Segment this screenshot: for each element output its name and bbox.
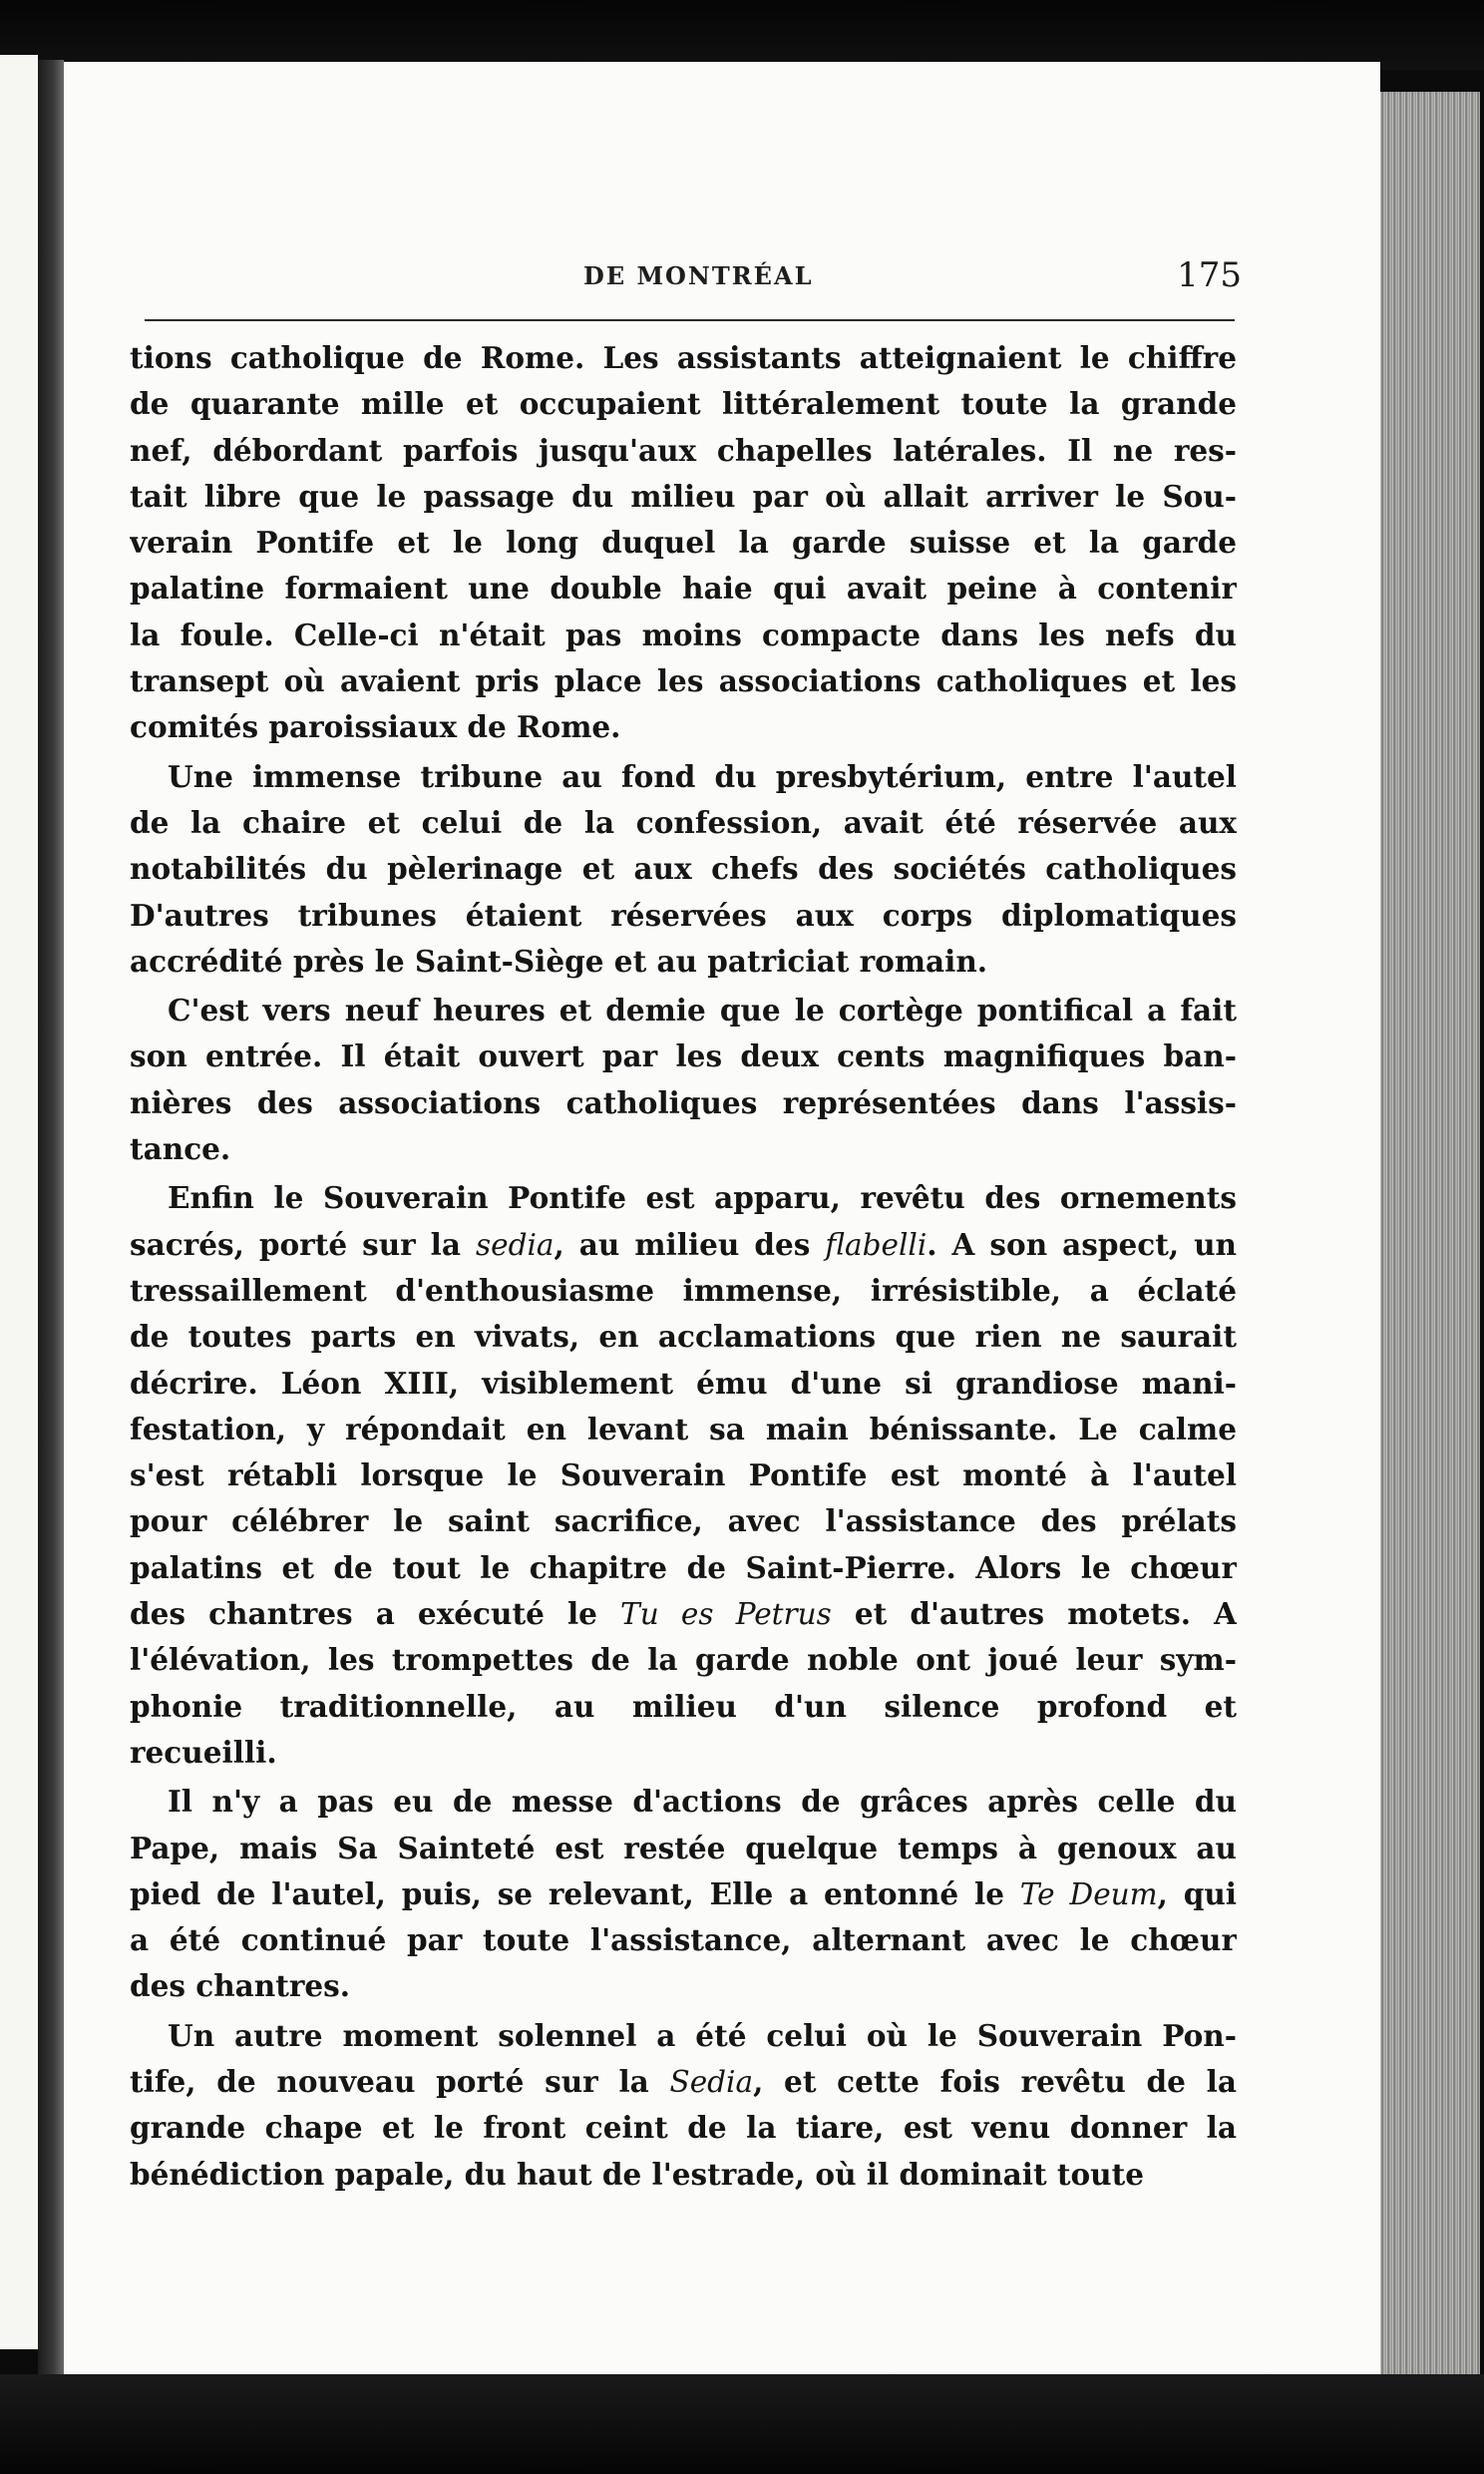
text-line: Enfin le Souverain Pontife est apparu, revêtu des ornements bbox=[168, 1180, 1237, 1216]
running-header bbox=[145, 255, 1242, 311]
paragraph bbox=[130, 2013, 1237, 2198]
text-line: tressaillement d'enthousiasme immense, irrésistible, a éclaté bbox=[130, 1272, 1237, 1308]
facing-page-edge bbox=[0, 55, 38, 2349]
text-line: Une immense tribune au fond du presbytérium, entre l'autel bbox=[168, 758, 1237, 794]
text-line: des chantres. bbox=[130, 1968, 351, 2004]
running-head-title: DE MONTRÉAL bbox=[583, 261, 814, 290]
text-line: palatine formaient une double haie qui avait peine à contenir bbox=[130, 571, 1237, 607]
text-line: notabilités du pèlerinage et aux chefs des sociétés catholiques bbox=[130, 851, 1237, 887]
text-line: bénédiction papale, du haut de l'estrade, où il dominait toute bbox=[130, 2156, 1145, 2192]
paragraph bbox=[130, 1779, 1237, 2009]
text-line: transept où avaient pris place les associations catholiques et les bbox=[130, 663, 1237, 699]
text-line: C'est vers neuf heures et demie que le cortège pontifical a fait bbox=[168, 993, 1237, 1029]
header-rule bbox=[145, 319, 1235, 321]
text-line: son entrée. Il était ouvert par les deux cents magnifiques ban- bbox=[130, 1038, 1237, 1074]
book-gutter bbox=[38, 60, 64, 2384]
text-line: Un autre moment solennel a été celui où le Souverain Pon- bbox=[168, 2017, 1237, 2053]
text-line: pied de l'autel, puis, se relevant, Elle a entonné le Te Deum, qui bbox=[130, 1875, 1237, 1911]
text-line: a été continué par toute l'assistance, alternant avec le chœur bbox=[130, 1922, 1237, 1958]
text-line: Pape, mais Sa Sainteté est restée quelque temps à genoux au bbox=[130, 1830, 1237, 1865]
text-line: tife, de nouveau porté sur la Sedia, et cette fois revêtu de la bbox=[130, 2063, 1237, 2099]
text-line: tait libre que le passage du milieu par où allait arriver le Sou- bbox=[130, 478, 1237, 514]
text-line: des chantres a exécuté le Tu es Petrus et d'autres motets. A bbox=[130, 1596, 1237, 1632]
scan-top-shadow bbox=[0, 0, 1484, 70]
text-line: accrédité près le Saint-Siège et au patriciat romain. bbox=[130, 943, 988, 979]
text-line: D'autres tribunes étaient réservées aux corps diplomatiques bbox=[130, 897, 1237, 933]
text-line: tance. bbox=[130, 1131, 231, 1167]
text-line: comités paroissiaux de Rome. bbox=[130, 709, 621, 745]
text-line: grande chape et le front ceint de la tiare, est venu donner la bbox=[130, 2110, 1237, 2146]
text-line: de toutes parts en vivats, en acclamations que rien ne saurait bbox=[130, 1319, 1237, 1355]
text-line: de quarante mille et occupaient littéralement toute la grande bbox=[130, 386, 1237, 422]
text-line: tions catholique de Rome. Les assistants atteignaient le chiffre bbox=[130, 340, 1237, 375]
paragraph bbox=[130, 988, 1237, 1172]
text-line: nières des associations catholiques représentées dans l'assis- bbox=[130, 1084, 1237, 1120]
text-line: sacrés, porté sur la sedia, au milieu des flabelli. A son aspect, un bbox=[130, 1226, 1237, 1262]
paragraph bbox=[130, 1175, 1237, 1776]
text-line: de la chaire et celui de la confession, avait été réservée aux bbox=[130, 804, 1237, 840]
text-line: phonie traditionnelle, au milieu d'un silence profond et bbox=[130, 1688, 1237, 1724]
scan-bottom-shadow bbox=[0, 2374, 1484, 2474]
text-line: Il n'y a pas eu de messe d'actions de grâces après celle du bbox=[168, 1784, 1237, 1820]
page-number: 175 bbox=[1177, 255, 1242, 295]
text-line: festation, y répondait en levant sa main bénissante. Le calme bbox=[130, 1411, 1237, 1446]
text-line: verain Pontife et le long duquel la garde suisse et la garde bbox=[130, 525, 1237, 561]
paragraph bbox=[130, 754, 1237, 985]
text-line: s'est rétabli lorsque le Souverain Pontife est monté à l'autel bbox=[130, 1457, 1237, 1493]
text-line: l'élévation, les trompettes de la garde noble ont joué leur sym- bbox=[130, 1642, 1237, 1678]
page-stack-edges bbox=[1380, 92, 1480, 2386]
text-line: décrire. Léon XIII, visiblement ému d'une si grandiose mani- bbox=[130, 1365, 1237, 1401]
text-line: pour célébrer le saint sacrifice, avec l'assistance des prélats bbox=[130, 1503, 1237, 1539]
paragraph bbox=[130, 335, 1237, 751]
text-line: la foule. Celle-ci n'était pas moins compacte dans les nefs du bbox=[130, 617, 1237, 652]
body-text bbox=[130, 335, 1237, 2201]
text-line: palatins et de tout le chapitre de Saint-Pierre. Alors le chœur bbox=[130, 1549, 1237, 1585]
text-line: nef, débordant parfois jusqu'aux chapelles latérales. Il ne res- bbox=[130, 432, 1237, 468]
text-line: recueilli. bbox=[130, 1734, 277, 1770]
